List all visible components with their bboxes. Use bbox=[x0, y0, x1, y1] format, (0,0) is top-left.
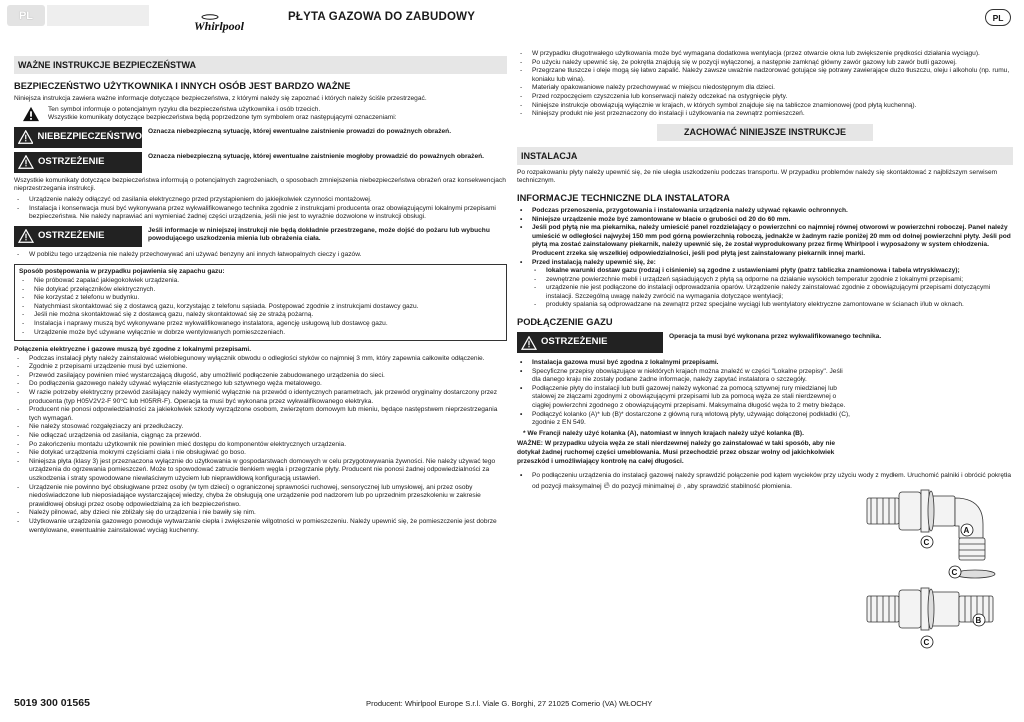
list-item: • Podłączyć kolanko (A)* lub (B)* dostarczone z główną rurą wlotową płyty, używając dołączonej podkładki (C), zgodnie z EN 549. bbox=[517, 411, 852, 428]
gas-smell-list bbox=[19, 277, 502, 337]
gas-warning-row bbox=[517, 332, 1013, 353]
france-note: * We Francji należy użyć kolanka (A), natomiast w innych krajach należy użyć kolanka (B). bbox=[523, 429, 804, 437]
danger-signal-row bbox=[14, 127, 507, 148]
document-title: PŁYTA GAZOWA DO ZABUDOWY bbox=[288, 11, 476, 23]
warning-triangle-icon bbox=[521, 336, 537, 350]
after-text-1: Po podłączeniu urządzenia do instalacji gazowej należy sprawdzić połączenie pod kątem wycieków przy użyciu wody z mydłem. Uruchomić palniki i obrócić pokrętła od pozycji maksymalnej bbox=[532, 472, 1012, 490]
list-item: - zewnętrzne powierzchnie mebli i urządzeń sąsiadujących z płytą są odporne na działanie wysokich temperatur zgodnie z lokalnymi przepisami; bbox=[531, 276, 1013, 285]
list-item: - W przypadku długotrwałego użytkowania może być wymagana dodatkowa wentylacja (przez otwarcie okna lub zwiększenie prędkości działania wyciągu). bbox=[517, 50, 1013, 59]
warning2-label-box bbox=[14, 226, 142, 247]
flammable-list bbox=[14, 251, 507, 260]
producer-info: Producent: Whirlpool Europe S.r.l. Viale G. Borghi, 27 21025 Comerio (VA) WŁOCHY bbox=[366, 699, 653, 708]
whirlpool-logo bbox=[193, 12, 255, 34]
flame-min-icon: 🔥︎ bbox=[676, 482, 682, 490]
danger-text: Oznacza niebezpieczną sytuację, której ewentualne zaistnienie prowadzi do poważnych obrażeń. bbox=[148, 127, 452, 135]
list-item: - Jeśli nie można skontaktować się z dostawcą gazu, należy skontaktować się ze strażą pożarną. bbox=[19, 311, 502, 320]
flame-max-icon: 🔥︎ bbox=[603, 479, 611, 490]
safety-subtitle: BEZPIECZEŃSTWO UŻYTKOWNIKA I INNYCH OSÓB JEST BARDZO WAŻNE bbox=[14, 81, 351, 91]
list-item: - Należy pilnować, aby dzieci nie zbliżały się do urządzenia i nie bawiły się nim. bbox=[14, 509, 507, 518]
list-item: - produkty spalania są odprowadzane na zewnątrz przez specjalne wyciągi lub wentylatory elektryczne zamontowane w ścianach i/lub w oknach. bbox=[531, 301, 1013, 310]
list-item: - Nie należy stosować rozgałęziaczy ani przedłużaczy. bbox=[14, 423, 507, 432]
list-item: - lokalne warunki dostaw gazu (rodzaj i ciśnienie) są zgodne z ustawieniami płyty (patrz tabliczka znamionowa i tabela wtryskiwaczy); bbox=[531, 267, 1013, 276]
list-item: - Producent nie ponosi odpowiedzialności za jakiekolwiek szkody wyrządzone osobom, zwierzętom domowym lub mieniu, będące następstwem nieprzestrzegania tych wymagań. bbox=[14, 406, 507, 423]
list-item: - Nie korzystać z telefonu w budynku. bbox=[19, 294, 502, 303]
left-column bbox=[14, 50, 507, 535]
list-item: • Niniejsze urządzenie może być zamontowane w blacie o grubości od 20 do 60 mm. bbox=[517, 216, 1013, 225]
warning-label: OSTRZEŻENIE bbox=[38, 155, 105, 167]
france-note-text: We Francji należy użyć kolanka (A), natomiast w innych krajach należy użyć kolanka (B). bbox=[527, 429, 804, 437]
list-item: • Podłączenie płyty do instalacji lub butli gazowej należy wykonać za pomocą sztywnej rury miedzianej lub stalowej ze złączami zgodnymi z obowiązującymi przepisami lub za pomocą węża ze stali nierdzewnej o ciągłej powierzchni zgodnego z obowiązującymi przepisami. Maksymalna długość węża to 2 metry bieżące. bbox=[517, 385, 852, 411]
warning-text: Oznacza niebezpieczną sytuację, której ewentualne zaistnienie mogłoby prowadzić do poważnych obrażeń. bbox=[148, 152, 484, 160]
list-item: - Urządzenie należy odłączyć od zasilania elektrycznego przed przystąpieniem do jakiejkolwiek czynności montażowej. bbox=[14, 196, 507, 205]
list-item: - Podczas instalacji płyty należy zainstalować wielobiegunowy wyłącznik obwodu o odległości styków co najmniej 3 mm, który zapewnia całkowite odłączenie. bbox=[14, 355, 507, 364]
safety-section-title: WAŻNE INSTRUKCJE BEZPIECZEŃSTWA bbox=[14, 56, 507, 74]
symbol-text-2: Wszystkie komunikaty dotyczące bezpieczeństwa będą poprzedzone tym symbolem oraz następującymi oznaczeniami: bbox=[48, 114, 397, 122]
list-item: • Instalacja gazowa musi być zgodna z lokalnymi przepisami. bbox=[517, 359, 852, 368]
label-b: B bbox=[975, 616, 982, 625]
list-item: - W pobliżu tego urządzenia nie należy przechowywać ani używać benzyny ani innych łatwopalnych cieczy i gazów. bbox=[14, 251, 507, 260]
list-item: - Instalacja i naprawy muszą być wykonywane przez wykwalifikowanego instalatora, agencję usługową lub dostawcę gazu. bbox=[19, 320, 502, 329]
elbow-a-illustration bbox=[867, 490, 995, 578]
gas-connection-title: PODŁĄCZENIE GAZU bbox=[517, 317, 613, 328]
warning-signal-row bbox=[14, 152, 507, 173]
label-a: A bbox=[963, 526, 970, 535]
elbow-connector-figure bbox=[855, 484, 1015, 654]
list-item: - Niniejsze instrukcje obowiązują wyłącznie w krajach, w których symbol znajduje się na tabliczce znamionowej (pod płytą kuchenną). bbox=[517, 102, 1013, 111]
warning2-label: OSTRZEŻENIE bbox=[38, 229, 105, 241]
warning-label-box bbox=[14, 152, 142, 173]
list-item: - Urządzenie może być używane wyłącznie w dobrze wentylowanych pomieszczeniach. bbox=[19, 329, 502, 338]
symbol-explanation bbox=[14, 106, 507, 123]
installation-section-title: INSTALACJA bbox=[517, 147, 1013, 165]
connections-list bbox=[14, 355, 507, 535]
language-code: PL bbox=[18, 9, 34, 22]
list-item: • Specyficzne przepisy obowiązujące w niektórych krajach można znaleźć w części "Lokalne przepisy". Jeśli dla danego kraju nie zostały podane żadne informacje, należy zapytać instalatora o szczegóły. bbox=[517, 368, 852, 385]
list-item: - W razie potrzeby elektryczny przewód zasilający należy wymienić wyłącznie na przewód o identycznych parametrach, jak przewód oryginalny dostarczony przez producenta (typ H05V2V2-F 90°C lub H05RR-F). Operacja ta musi być wykonana przez wykwalifikowanego elektryka. bbox=[14, 389, 507, 406]
list-item: - Zgodnie z przepisami urządzenie musi być uziemione. bbox=[14, 363, 507, 372]
list-item: • Przed instalacją należy upewnić się, że: bbox=[517, 259, 1013, 268]
list-item: - Nie odłączać urządzenia od zasilania, ciągnąc za przewód. bbox=[14, 432, 507, 441]
list-item: • Jeśli pod płytą nie ma piekarnika, należy umieścić panel rozdzielający o powierzchni co najmniej równej otworowi w powierzchni roboczej. Panel należy umieścić w odległości najwyżej 150 mm pod górną powierzchnią roboczą, jednakże w żadnym razie poniżej 20 mm od dolnej powierzchni płyty. Jeśli pod płytą ma zostać zainstalowany piekarnik, należy upewnić się, że został wyprodukowany przez firmę Whirlpool i wyposażony w system chłodzenia. Producent zrzeka się wszelkiej odpowiedzialności, jeśli pod płytą jest zainstalowany piekarnik innej marki. bbox=[517, 224, 1013, 258]
language-tab-left bbox=[7, 5, 45, 26]
list-item: - Po zakończeniu montażu użytkownik nie powinien mieć dostępu do komponentów elektrycznych urządzenia. bbox=[14, 441, 507, 450]
list-item: - Urządzenie nie powinno być obsługiwane przez osoby (w tym dzieci) o ograniczonej sprawności ruchowej, sensorycznej lub umysłowej, ani przez osoby niedoświadczone lub nieposiadające wystarczającej wiedzy, chyba że obsługują one urządzenie pod nadzorem lub po uprzednim przeszkoleniu w zakresie prawidłowej obsługi przez osobę odpowiedzialną za ich bezpieczeństwo. bbox=[14, 484, 507, 510]
warning-triangle-icon bbox=[18, 155, 34, 169]
danger-label: NIEBEZPIECZEŃSTWO bbox=[37, 130, 142, 142]
list-item: - Przegrzane tłuszcze i oleje mogą się łatwo zapalić. Należy zawsze uważnie nadzorować gotujące się potrawy zawierające dużo tłuszczu, oleju i alkoholu (np. rumu, koniaku lub wina). bbox=[517, 67, 1013, 84]
tech-info-list bbox=[517, 207, 1013, 267]
gas-instructions bbox=[517, 359, 852, 466]
label-c-top: C bbox=[923, 538, 930, 547]
intro-text: Niniejsza instrukcja zawiera ważne informacje dotyczące bezpieczeństwa, z którymi należy się zapoznać i których należy ściśle przestrzegać. bbox=[14, 95, 427, 102]
warning2-text: Jeśli informacje w niniejszej instrukcji nie będą dokładnie przestrzegane, może dojść do pożaru lub wybuchu powodującego uszkodzenia mienia lub obrażenia ciała. bbox=[148, 226, 490, 243]
warning-triangle-icon bbox=[18, 130, 33, 144]
list-item: - Po użyciu należy upewnić się, że pokrętła znajdują się w pozycji wyłączonej, a następnie zamknąć główny zawór gazowy lub zawór butli gazowej. bbox=[517, 59, 1013, 68]
gas-warning-label-box bbox=[517, 332, 663, 353]
list-item: - urządzenie nie jest podłączone do instalacji odprowadzania oparów. Urządzenie należy zainstalować zgodnie z obowiązującymi przepisami dotyczącymi instalacji. Szczególną uwagę należy zwrócić na wymagania dotyczące wentylacji; bbox=[531, 284, 1013, 301]
document-code: 5019 300 01565 bbox=[14, 697, 90, 709]
installation-text: Po rozpakowaniu płyty należy upewnić się, że nie uległa uszkodzeniu podczas transportu. W przypadku problemów należy się skontaktować z najbliższym serwisem technicznym. bbox=[517, 168, 998, 185]
usage-list bbox=[517, 50, 1013, 119]
warning2-signal-row bbox=[14, 226, 507, 247]
list-item: - Przewód zasilający powinien mieć wystarczającą długość, aby umożliwić podłączenie zabudowanego urządzenia do sieci. bbox=[14, 372, 507, 381]
list-item: - Nie próbować zapalać jakiegokolwiek urządzenia. bbox=[19, 277, 502, 286]
language-badge-right: PL bbox=[985, 9, 1011, 26]
list-item: - Do podłączenia gazowego należy używać wyłącznie elastycznego lub sztywnego węża metalowego. bbox=[14, 380, 507, 389]
tech-info-title: INFORMACJE TECHNICZNE DLA INSTALATORA bbox=[517, 192, 730, 203]
gas-warning-label: OSTRZEŻENIE bbox=[541, 336, 608, 348]
connections-title: Połączenia elektryczne i gazowe muszą być zgodne z lokalnymi przepisami. bbox=[14, 346, 252, 354]
gas-list bbox=[517, 359, 852, 428]
after-text-2: do pozycji minimalnej bbox=[611, 482, 675, 490]
keep-instructions-bar: ZACHOWAĆ NINIEJSZE INSTRUKCJE bbox=[657, 124, 873, 141]
warning-triangle-icon bbox=[18, 229, 34, 243]
list-item: - Instalacja i konserwacja musi być wykonywana przez wykwalifikowanego technika zgodnie z instrukcjami producenta oraz obowiązującymi lokalnymi przepisami bezpieczeństwa. Nie należy naprawiać ani wymieniać żadnej części urządzenia, jeśli nie jest to wyraźnie dozwolone w instrukcji obsługi. bbox=[14, 205, 507, 222]
important-note: WAŻNE: W przypadku użycia węża ze stali nierdzewnej należy go zainstalować w taki sposób, aby nie dotykał żadnej ruchomej części umeblowania. Musi przechodzić przez obszar wolny od jakichkolwiek przeszkód i umożliwiający kontrolę na całej długości. bbox=[517, 440, 836, 465]
danger-label-box bbox=[14, 127, 142, 148]
label-c-middle: C bbox=[951, 568, 958, 577]
right-column bbox=[517, 50, 1013, 491]
symbol-text-1: Ten symbol informuje o potencjalnym ryzyku dla bezpieczeństwa użytkownika i osób trzecich. bbox=[48, 105, 321, 113]
gas-smell-box bbox=[14, 264, 507, 341]
after-text-3: , aby sprawdzić stabilność płomienia. bbox=[683, 482, 792, 490]
tech-info-sublist bbox=[517, 267, 1013, 310]
gas-warning-text: Operacja ta musi być wykonana przez wykwalifikowanego technika. bbox=[669, 333, 882, 341]
svg-text:Whirlpool: Whirlpool bbox=[194, 19, 245, 33]
list-item: - Niniejszy produkt nie jest przeznaczony do instalacji i użytkowania na zewnątrz pomieszczeń. bbox=[517, 110, 1013, 119]
list-item: - Natychmiast skontaktować się z dostawcą gazu, korzystając z telefonu sąsiada. Postępować zgodnie z instrukcjami dostawcy gazu. bbox=[19, 303, 502, 312]
gas-smell-title: Sposób postępowania w przypadku pojawienia się zapachu gazu: bbox=[19, 268, 225, 276]
list-item: - Użytkowanie urządzenia gazowego powoduje wytwarzanie ciepła i zwiększenie wilgotności w pomieszczeniu. Należy upewnić się, że pomieszczenie jest dobrze wentylowane, ewentualnie zainstalować wyciąg kuchenny. bbox=[14, 518, 507, 535]
list-item: - Nie dotykać urządzenia mokrymi częściami ciała i nie obsługiwać go boso. bbox=[14, 449, 507, 458]
list-item: - Przed rozpoczęciem czyszczenia lub konserwacji należy odczekać na ostygnięcie płyty. bbox=[517, 93, 1013, 102]
label-c-bottom: C bbox=[923, 638, 930, 647]
warning-triangle-icon bbox=[22, 106, 40, 122]
language-bar bbox=[47, 5, 149, 26]
all-messages-text: Wszystkie komunikaty dotyczące bezpieczeństwa informują o potencjalnych zagrożeniach, o sposobach zmniejszenia niebezpieczeństwa obrażeń oraz konsekwencjach nieprzestrzegania instrukcji. bbox=[14, 176, 506, 193]
list-item: - Nie dotykać przełączników elektrycznych. bbox=[19, 286, 502, 295]
list-item: - Niniejsza płyta (klasy 3) jest przeznaczona wyłącznie do użytkowania w gospodarstwach domowych w celu przygotowywania żywności. Nie należy używać tego urządzenia do ogrzewania pomieszczeń. Może to spowodować zatrucie tlenkiem węgla i przegrzanie płyty. Producent nie ponosi żadnej odpowiedzialności za uszkodzenia i straty spowodowane niewłaściwym użyciem lub nieprawidłową konfiguracją ustawień. bbox=[14, 458, 507, 484]
installation-warnings-list bbox=[14, 196, 507, 222]
list-item: - Materiały opakowaniowe należy przechowywać w miejscu niedostępnym dla dzieci. bbox=[517, 84, 1013, 93]
list-item: • Podczas przenoszenia, przygotowania i instalowania urządzenia należy używać rękawic ochronnych. bbox=[517, 207, 1013, 216]
